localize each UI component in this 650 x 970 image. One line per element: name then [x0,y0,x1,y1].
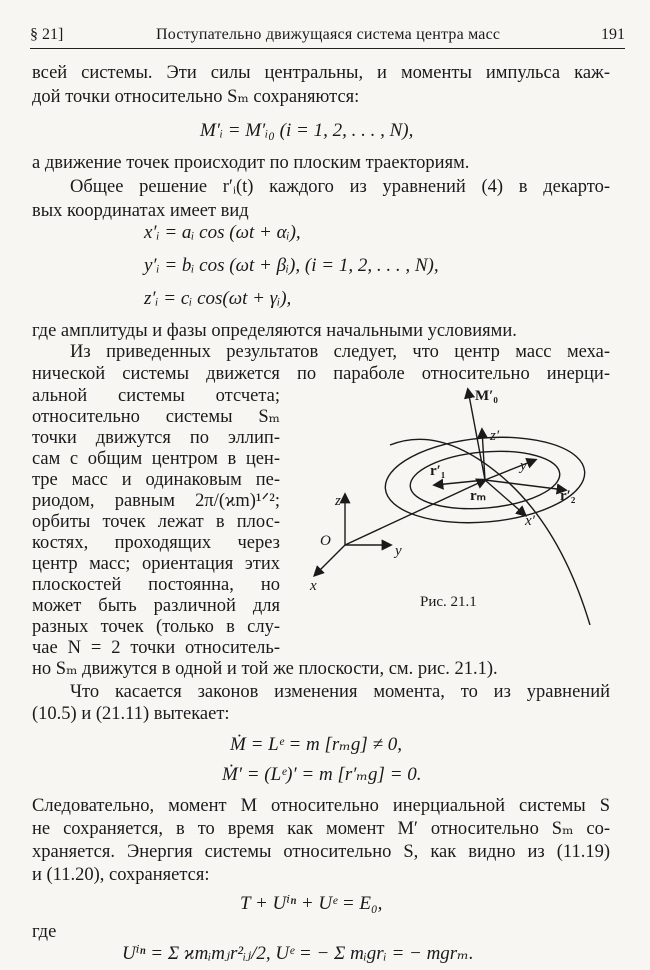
text-line: не сохраняется, в то время как момент M′ относительно Sₘ со- [32,819,610,839]
text-line: вых координатах имеет вид [32,201,249,221]
figure-caption: Рис. 21.1 [420,594,477,610]
figure-21-1 [290,385,630,625]
label-O: O [320,533,331,549]
equation-z: z′ᵢ = cᵢ cos(ωt + γᵢ), [144,288,292,309]
equation-M-prime: Ṁ′ = (Lᵉ)′ = m [r′ₘg] = 0. [222,764,422,785]
text-line: но Sₘ движутся в одной и той же плоскости, см. рис. 21.1). [32,659,498,679]
text-line: точки движутся по эллип- [32,428,280,448]
label-r2: r′₂ [560,488,576,504]
label-z-prime: z′ [490,428,500,444]
equation-1: M′ᵢ = M′ᵢ₀ (i = 1, 2, . . . , N), [200,120,414,141]
label-r1: r′₁ [430,463,446,479]
text-line: чае N = 2 точки относитель- [32,638,280,658]
text-line: нической системы движется по параболе относительно инерци- [32,364,610,384]
running-title: Поступательно движущаяся система центра масс [156,26,501,43]
text-line: может быть различной для [32,596,280,616]
text-line: костях, проходящих через [32,533,280,553]
text-line: относительно системы Sₘ [32,407,280,427]
equation-M: Ṁ = Lᵉ = m [rₘg] ≠ 0, [230,734,403,755]
text-line: Общее решение r′ᵢ(t) каждого из уравнений (4) в декарто- [70,177,610,197]
text-line: а движение точек происходит по плоским траекториям. [32,153,470,173]
section-number: § 21] [30,26,64,43]
text-line: храняется. Энергия системы относительно S, как видно из (11.19) [32,842,610,862]
label-x: x [310,578,317,594]
text-line: центр масс; ориентация этих [32,554,280,574]
rm-vector [345,480,485,545]
equation-y: y′ᵢ = bᵢ cos (ωt + βᵢ), (i = 1, 2, . . . , N), [144,255,439,276]
label-y-prime: y′ [520,458,530,474]
text-line: и (11.20), сохраняется: [32,865,210,885]
text-line: Следовательно, момент M относительно инерциальной системы S [32,796,610,816]
text-line: дой точки относительно Sₘ сохраняются: [32,87,360,107]
text-line: плоскостей постоянна, но [32,575,280,595]
text-line: разных точек (только в слу- [32,617,280,637]
text-line: Из приведенных результатов следует, что центр масс меха- [70,342,610,362]
label-y: y [395,543,402,559]
text-line: где [32,922,57,942]
equation-energy: T + Uⁱⁿ + Uᵉ = E₀, [240,893,383,914]
text-line: альной системы отсчета; [32,386,280,406]
text-line: тре масс и одинаковым пе- [32,470,280,490]
page-number: 191 [601,26,625,43]
label-M0: M′₀ [475,388,498,404]
label-z: z [335,493,341,509]
x-axis [315,545,345,575]
text-line: риодом, равным 2π/(ϰm)¹ᐟ²; [32,491,280,511]
equation-x: x′ᵢ = aᵢ cos (ωt + αᵢ), [144,222,301,243]
r2-vector [485,480,565,490]
text-line: орбиты точек лежат в плос- [32,512,280,532]
label-rm: rₘ [470,488,487,504]
running-header [30,24,625,49]
text-line: (10.5) и (21.11) вытекает: [32,704,230,724]
text-line: где амплитуды и фазы определяются начальными условиями. [32,321,517,341]
text-line: всей системы. Эти силы центральны, и моменты импульса каж- [32,63,610,83]
label-x-prime: x′ [525,513,535,529]
x-prime-axis [485,480,525,515]
text-line: Что касается законов изменения момента, то из уравнений [70,682,610,702]
text-line: сам с общим центром в цен- [32,449,280,469]
equation-potential: Uⁱⁿ = Σ ϰmᵢmⱼr²ᵢⱼ/2, Uᵉ = − Σ mᵢgrᵢ = − mgrₘ. [122,943,474,964]
